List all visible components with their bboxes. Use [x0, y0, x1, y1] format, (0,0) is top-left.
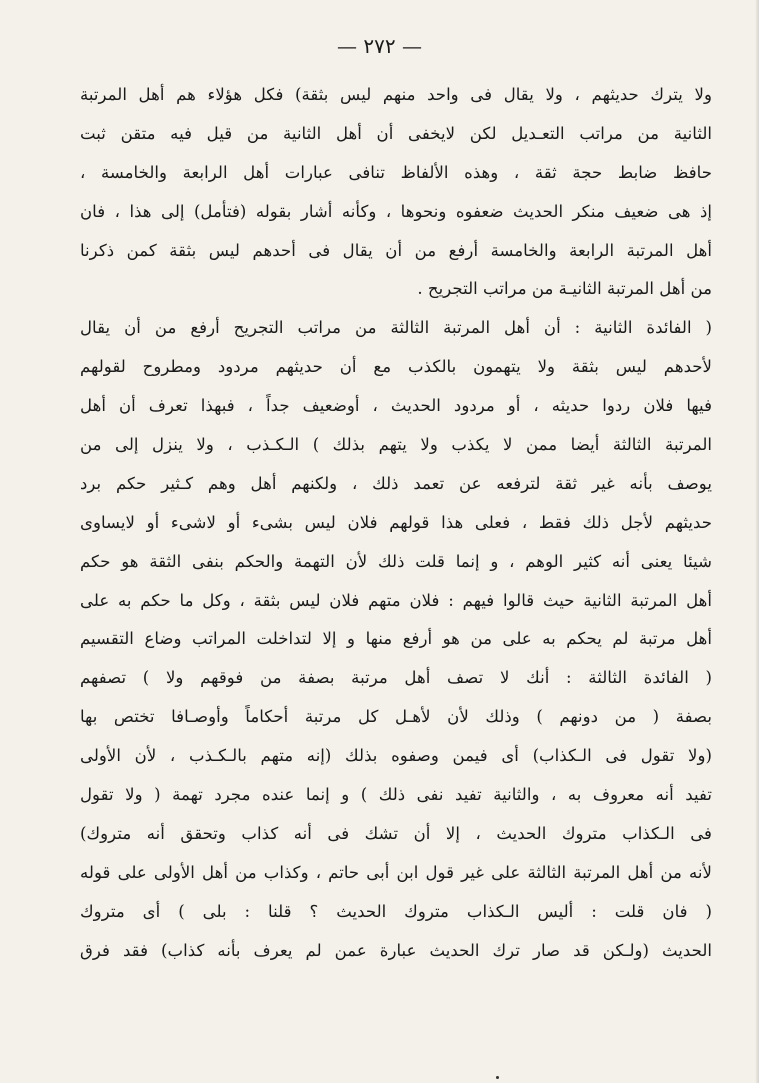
text-line: ( الفائدة الثالثة : أنك لا تصف أهل مرتبة بصفة من فوقهم ولا ) تصفهم: [80, 668, 712, 688]
body-text: [80, 76, 712, 970]
text-line: لأنه من أهل المرتبة الثالثة على غير قول ابن أبى حاتم ، وكذاب من أهل الأولى على قوله: [80, 862, 712, 882]
text-line: الثانية من مراتب التعـديل لكن لايخفى أن أهل الثانية من قيل فيه متقن ثبت: [80, 123, 712, 143]
text-line: ( فان قلت : أليس الـكذاب متروك الحديث ؟ قلنا : بلى ) أى متروك: [80, 901, 712, 921]
text-line: أهل المرتبة الرابعة والخامسة أرفع من أن يقال فى أحدهم ليس بثقة كمن ذكرنا: [80, 240, 712, 260]
text-line: أهل مرتبة لم يحكم به على من هو أرفع منها و إلا لتداخلت المراتب وضاع التقسيم: [80, 629, 712, 649]
text-line: المرتبة الثالثة أيضا ممن لا يكذب ولا يتهم بذلك ) الـكـذب ، ولا ينزل إلى من: [80, 435, 712, 455]
text-line: شيئا يعنى أنه كثير الوهم ، و إنما قلت ذلك لأن التهمة والحكم بنفى الثقة هو حكم: [80, 551, 712, 571]
text-line: أهل المرتبة الثانية حيث قالوا فيهم : فلان متهم فلان ليس بثقة ، وكل ما حكم به على: [80, 590, 712, 610]
text-line: إذ هى ضعيف منكر الحديث ضعفوه ونحوها ، وكأنه أشار بقوله (فتأمل) إلى هذا ، فان: [80, 201, 712, 221]
text-line: فى الـكذاب متروك الحديث ، إلا أن تشك فى أنه كذاب وتحقق أنه متروك): [80, 823, 712, 843]
text-line: يوصف بأنه غير ثقة لترفعه عن تعمد ذلك ، ولكنهم أهل وهم كـثير حكم برد: [80, 473, 712, 493]
text-line: حافظ ضابط حجة ثقة ، وهذه الألفاظ تنافى عبارات أهل الرابعة والخامسة ،: [80, 162, 712, 182]
text-line: (ولا تقول فى الـكذاب) أى فيمن وصفوه بذلك (إنه متهم بالـكـذب ، لأن الأولى: [80, 746, 712, 766]
page-number: — ٢٧٢ —: [337, 34, 422, 58]
text-line: ولا يترك حديثهم ، ولا يقال فى واحد منهم ليس بثقة) فكل هؤلاء هم أهل المرتبة: [80, 85, 712, 104]
text-line: حديثهم لأجل ذلك فقط ، فعلى هذا قولهم فلان ليس بشىء أو لاشىء أو لايساوى: [80, 512, 712, 532]
text-line: تفيد أنه معروف به ، والثانية تفيد نفى ذلك ) و إنما عنده مجرد تهمة ( ولا تقول: [80, 785, 712, 805]
text-line: بصفة ( من دونهم ) وذلك لأن لأهـل كل مرتبة أحكاماً وأوصـافا تختص بها: [80, 707, 712, 727]
text-line: فيها فلان ردوا حديثه ، أو مردود الحديث ، أوضعيف جداً ، فبهذا تعرف أن أهل: [80, 396, 712, 416]
scan-edge-shadow: [755, 0, 759, 1083]
text-line: الحديث (ولـكن قد صار ترك الحديث عبارة عمن لم يعرف بأنه كذاب) فقد فرق: [80, 940, 712, 960]
text-line: لأحدهم ليس بثقة ولا يتهمون بالكذب مع أن حديثهم مردود ومطروح لقولهم: [80, 357, 712, 377]
text-line: من أهل المرتبة الثانيـة من مراتب التجريح .: [417, 279, 712, 299]
scan-speck: [496, 1076, 499, 1079]
text-line: ( الفائدة الثانية : أن أهل المرتبة الثالثة من مراتب التجريح أرفع من أن يقال: [80, 318, 712, 338]
